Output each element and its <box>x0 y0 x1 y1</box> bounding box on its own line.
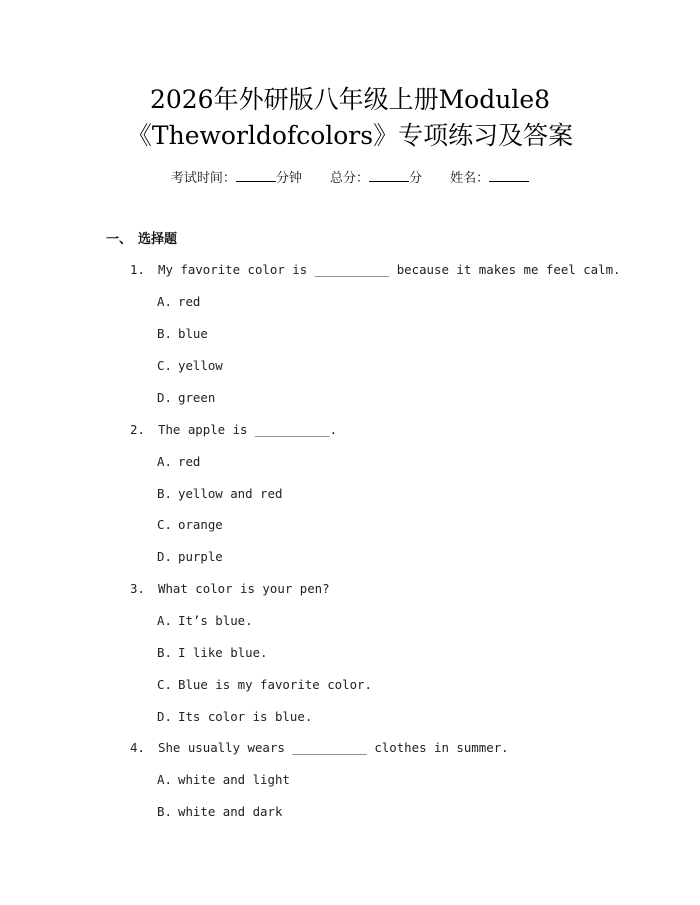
option-letter: A. <box>157 772 172 787</box>
question-number: 2. <box>130 422 145 437</box>
question-number: 4. <box>130 740 145 755</box>
option-text: green <box>178 390 216 405</box>
total-score-label: 总分： <box>329 171 369 186</box>
exam-info-line <box>0 168 700 189</box>
option-text: yellow and red <box>178 486 283 501</box>
option-1b <box>157 325 208 343</box>
option-text: blue <box>178 326 208 341</box>
option-3d <box>157 708 312 726</box>
total-score-field <box>330 171 426 186</box>
option-text: Its color is blue. <box>178 709 313 724</box>
question-text: My favorite color is __________ because it makes me feel calm. <box>158 262 621 277</box>
option-text: It’s blue. <box>178 613 253 628</box>
option-text: purple <box>178 549 223 564</box>
question-text: She usually wears __________ clothes in summer. <box>158 740 509 755</box>
question-2 <box>130 421 337 439</box>
option-letter: B. <box>157 486 172 501</box>
option-1a <box>157 293 200 311</box>
question-3 <box>130 580 330 598</box>
option-3a <box>157 612 253 630</box>
section-number: 一、 <box>106 232 133 247</box>
name-blank <box>489 168 529 182</box>
question-number: 1. <box>130 262 145 277</box>
option-text: Blue is my favorite color. <box>178 677 372 692</box>
question-4 <box>130 739 509 757</box>
option-3c <box>157 676 372 694</box>
option-text: red <box>178 454 201 469</box>
option-2a <box>157 453 200 471</box>
name-label: 姓名： <box>450 171 490 186</box>
option-letter: D. <box>157 549 172 564</box>
section-title: 选择题 <box>138 232 178 247</box>
option-2d <box>157 548 223 566</box>
option-text: white and dark <box>178 804 283 819</box>
name-field <box>450 171 529 186</box>
document-title-line-2: 《Theworldofcolors》专项练习及答案 <box>126 121 574 150</box>
option-letter: C. <box>157 677 172 692</box>
option-text: red <box>178 294 201 309</box>
option-3b <box>157 644 268 662</box>
option-1c <box>157 357 223 375</box>
exam-time-label: 考试时间： <box>170 171 236 186</box>
option-letter: D. <box>157 390 172 405</box>
option-letter: A. <box>157 613 172 628</box>
question-number: 3. <box>130 581 145 596</box>
section-heading <box>106 230 177 250</box>
option-letter: B. <box>157 804 172 819</box>
option-letter: C. <box>157 358 172 373</box>
option-letter: B. <box>157 645 172 660</box>
question-text: What color is your pen? <box>158 581 330 596</box>
document-title-line-1: 2026年外研版八年级上册Module8 <box>149 85 551 114</box>
question-text: The apple is __________. <box>158 422 338 437</box>
total-score-blank <box>369 168 409 182</box>
option-text: white and light <box>178 772 290 787</box>
option-4b <box>157 803 282 821</box>
exam-time-unit: 分钟 <box>275 171 302 186</box>
option-4a <box>157 771 290 789</box>
option-letter: A. <box>157 454 172 469</box>
exam-time-blank <box>236 168 276 182</box>
option-letter: C. <box>157 517 172 532</box>
option-letter: D. <box>157 709 172 724</box>
option-text: yellow <box>178 358 223 373</box>
option-text: I like blue. <box>178 645 268 660</box>
option-2b <box>157 485 282 503</box>
question-1 <box>130 261 621 279</box>
total-score-unit: 分 <box>409 171 423 186</box>
exam-time-field <box>171 171 306 186</box>
option-2c <box>157 516 223 534</box>
option-letter: A. <box>157 294 172 309</box>
option-letter: B. <box>157 326 172 341</box>
option-text: orange <box>178 517 223 532</box>
option-1d <box>157 389 215 407</box>
